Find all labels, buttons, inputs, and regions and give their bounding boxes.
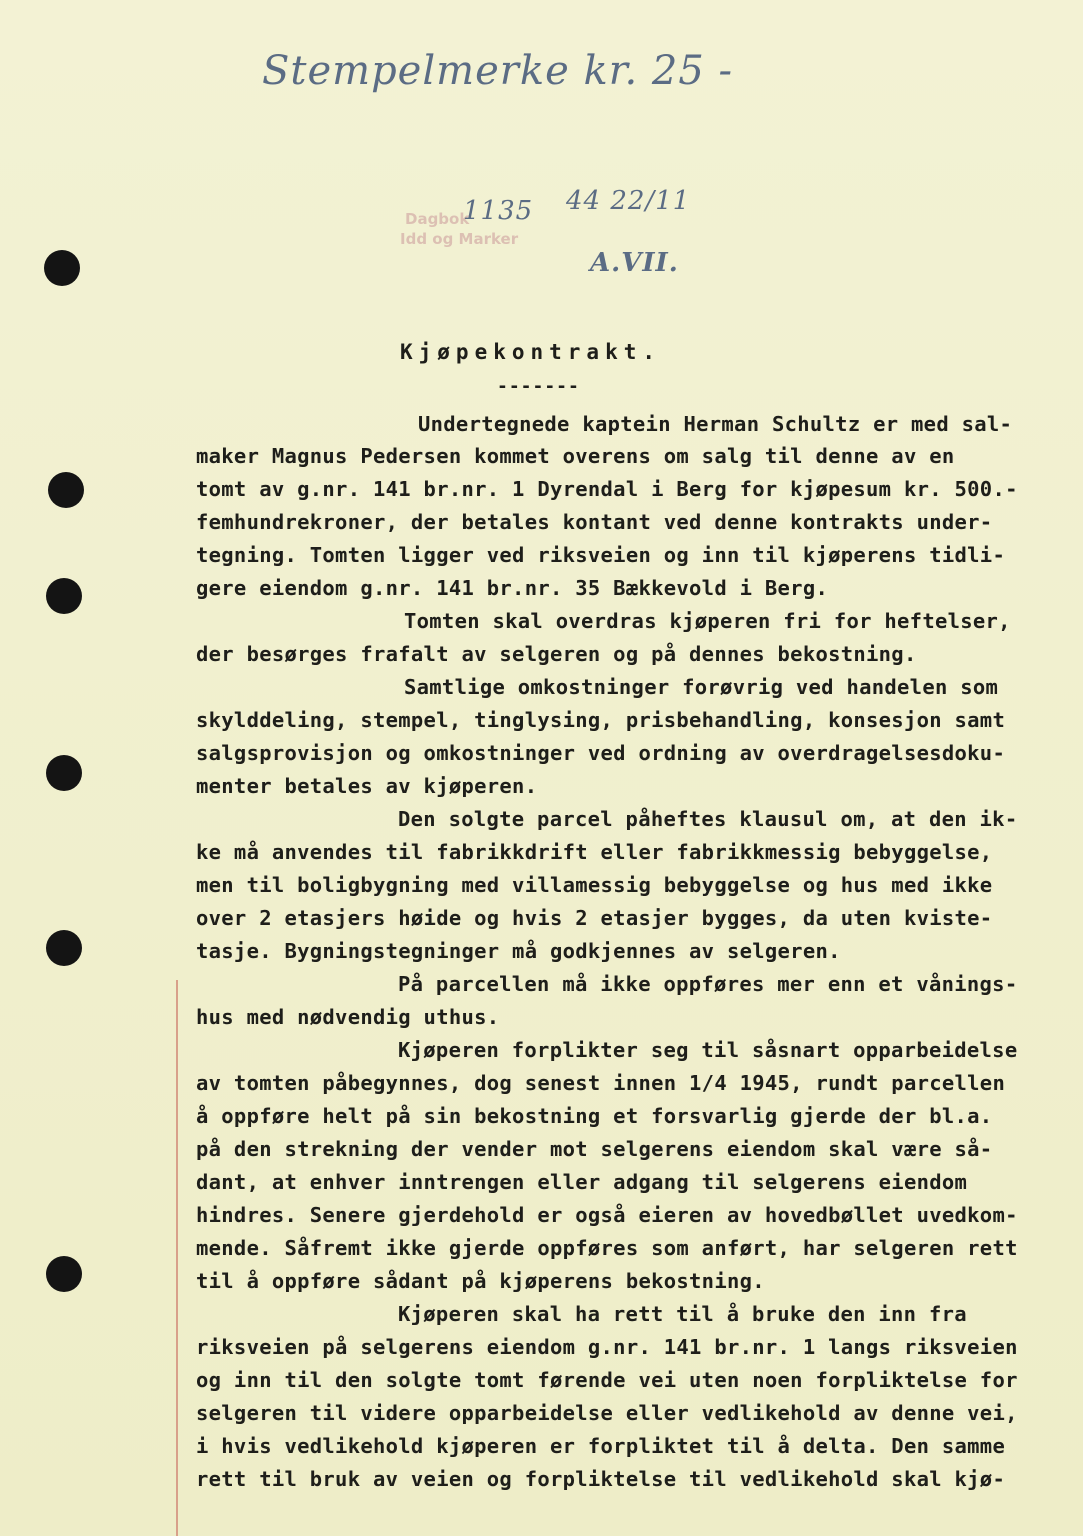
title-underline: -------: [497, 376, 580, 397]
text-line: maker Magnus Pedersen kommet overens om salg til denne av en: [196, 444, 955, 468]
text-line: i hvis vedlikehold kjøperen er forpliktet til å delta. Den samme: [196, 1434, 1006, 1458]
handwritten-stamp-note: Stempelmerke kr. 25 -: [262, 48, 734, 94]
text-line: mende. Såfremt ikke gjerde oppføres som anført, har selgeren rett: [196, 1236, 1018, 1260]
text-line: på den strekning der vender mot selgerens eiendom skal være så-: [196, 1137, 993, 1161]
text-line: av tomten påbegynnes, dog senest innen 1/4 1945, rundt parcellen: [196, 1071, 1006, 1095]
faded-stamp-line: Idd og Marker: [400, 230, 519, 248]
margin-line: [176, 980, 178, 1536]
text-line: riksveien på selgerens eiendom g.nr. 141 br.nr. 1 langs riksveien: [196, 1335, 1018, 1359]
text-line: der besørges frafalt av selgeren og på dennes bekostning.: [196, 642, 917, 666]
text-line: over 2 etasjers høide og hvis 2 etasjer bygges, da uten kviste-: [196, 906, 993, 930]
text-line: dant, at enhver inntrengen eller adgang til selgerens eiendom: [196, 1170, 968, 1194]
text-line: Den solgte parcel påheftes klausul om, at den ik-: [398, 807, 1018, 831]
faded-stamp-line: Dagbok: [405, 210, 470, 228]
text-line: hus med nødvendig uthus.: [196, 1005, 500, 1029]
text-line: tomt av g.nr. 141 br.nr. 1 Dyrendal i Berg for kjøpesum kr. 500.-: [196, 477, 1018, 501]
text-line: til å oppføre sådant på kjøperens bekostning.: [196, 1269, 765, 1293]
punch-hole: [48, 472, 84, 508]
text-line: hindres. Senere gjerdehold er også eieren av hovedbøllet uvedkom-: [196, 1203, 1018, 1227]
text-line: gere eiendom g.nr. 141 br.nr. 35 Bækkevold i Berg.: [196, 576, 829, 600]
text-line: På parcellen må ikke oppføres mer enn et vånings-: [398, 972, 1018, 996]
stamp-code: A.VII.: [590, 248, 679, 278]
text-line: rett til bruk av veien og forpliktelse til vedlikehold skal kjø-: [196, 1467, 1006, 1491]
stamp-number: 1135: [463, 196, 534, 226]
text-line: Undertegnede kaptein Herman Schultz er med sal-: [418, 412, 1013, 436]
punch-hole: [46, 578, 82, 614]
text-line: tegning. Tomten ligger ved riksveien og inn til kjøperens tidli-: [196, 543, 1006, 567]
punch-hole: [46, 1256, 82, 1292]
punch-hole: [46, 930, 82, 966]
text-line: salgsprovisjon og omkostninger ved ordning av overdragelsesdoku-: [196, 741, 1006, 765]
text-line: å oppføre helt på sin bekostning et forsvarlig gjerde der bl.a.: [196, 1104, 993, 1128]
text-line: men til boligbygning med villamessig bebyggelse og hus med ikke: [196, 873, 993, 897]
text-line: tasje. Bygningstegninger må godkjennes av selgeren.: [196, 939, 841, 963]
stamp-year-date: 44 22/11: [566, 186, 691, 216]
text-line: Kjøperen skal ha rett til å bruke den inn fra: [398, 1302, 967, 1326]
text-line: Samtlige omkostninger forøvrig ved handelen som: [404, 675, 999, 699]
text-line: og inn til den solgte tomt førende vei uten noen forpliktelse for: [196, 1368, 1018, 1392]
text-line: femhundrekroner, der betales kontant ved denne kontrakts under-: [196, 510, 993, 534]
text-line: Kjøperen forplikter seg til såsnart opparbeidelse: [398, 1038, 1018, 1062]
text-line: selgeren til videre opparbeidelse eller vedlikehold av denne vei,: [196, 1401, 1018, 1425]
text-line: ke må anvendes til fabrikkdrift eller fabrikkmessig bebyggelse,: [196, 840, 993, 864]
punch-hole: [46, 755, 82, 791]
punch-hole: [44, 250, 80, 286]
text-line: skylddeling, stempel, tinglysing, prisbehandling, konsesjon samt: [196, 708, 1006, 732]
text-line: menter betales av kjøperen.: [196, 774, 538, 798]
document-title: Kjøpekontrakt.: [400, 340, 662, 364]
text-line: Tomten skal overdras kjøperen fri for heftelser,: [404, 609, 1011, 633]
